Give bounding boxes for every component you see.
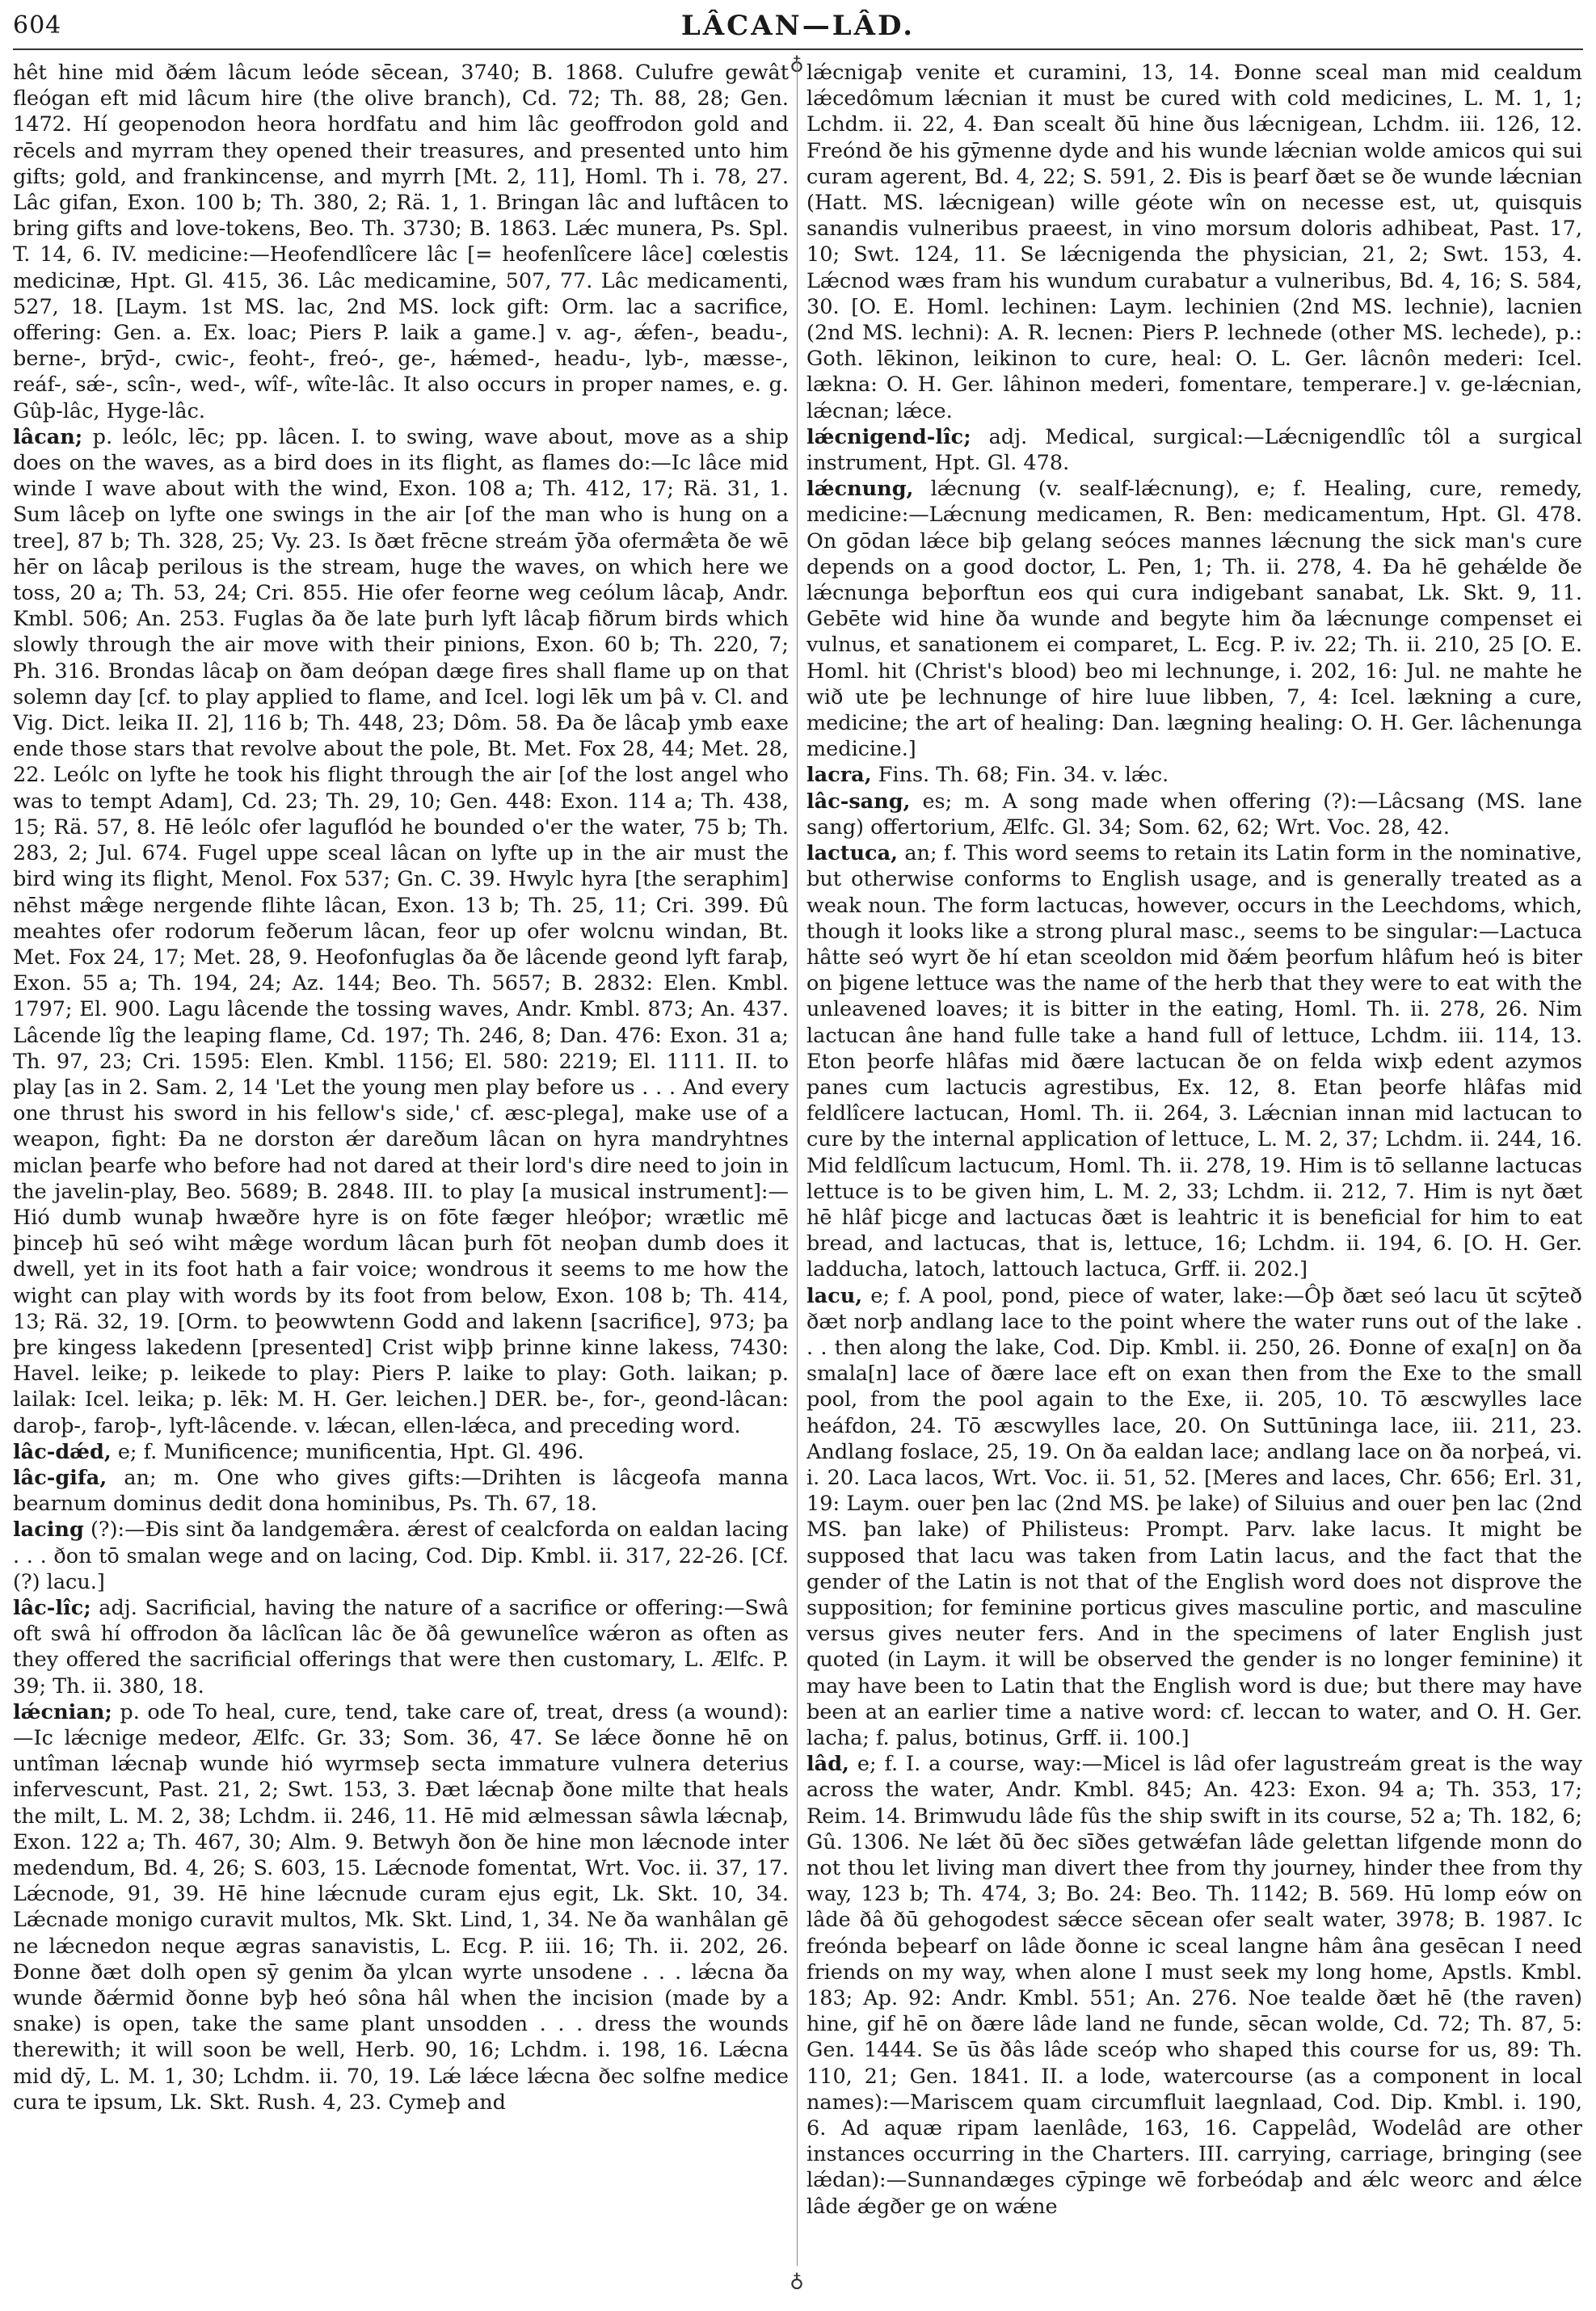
right-column — [806, 60, 1582, 2274]
page-number: 604 — [13, 11, 62, 40]
headword: lǽcnigend-lîc; — [806, 424, 971, 449]
entry — [806, 840, 1582, 1282]
column-marker-bottom: ♁ — [790, 2269, 804, 2292]
entry-text: e; f. I. a course, way:—Micel is lâd ofer lagustreám great is the way across the water, Andr. Kmbl. 845; An. 423: Exon. 94 a; Th. 353, 17; Reim. 14. Brimwudu lâde fûs the ship swift in its course, 52 a; Th. 182, 6; Gû. 1306. Ne lǽt ðū ðec sīðes getwǽfan lâde gelettan lifgende monn do not thou let living man divert thee from thy journey, hinder thee from thy way, 123 b; Th. 474, 3; Bo. 24: Beo. Th. 1142; B. 569. Hū lomp eów on lâde ðâ ðū gehogodest sǽcce sēcean ofer sealt water, 3978; B. 1987. Ic freónda beþearf on lâde ðonne ic sceal langne hâm âna gesēcan I need friends on my way, when alone I must seek my long home, Apstls. Kmbl. 183; Ap. 92: Andr. Kmbl. 551; An. 276. Noe tealde ðæt hē (the raven) hine, gif hē on ðære lâde land ne funde, sēcan wolde, Cd. 72; Th. 87, 5: Gen. 1444. Se ūs ðâs lâde sceóp who shaped this course for us, 89: Th. 110, 21; Gen. 1841. II. a lode, watercourse (as a component in local names):—Mariscem quam circumfluit laegnlaad, Cod. Dip. Kmbl. i. 190, 6. Ad aquæ ripam laenlâde, 163, 16. Cappelâd, Wodelâd are other instances occurring in the Charters. III. carrying, carriage, bringing (see lǽdan):—Sunnandæges cȳpinge wē forbeódaþ and ǽlc weorc and ǽlce lâde ǽgðer ge on wǽne — [806, 1752, 1582, 2219]
entry — [13, 1699, 789, 2115]
headword: lacu, — [806, 1283, 863, 1308]
entry-text: adj. Medical, surgical:—Lǽcnigendlîc tôl a surgical instrument, Hpt. Gl. 478. — [806, 424, 1582, 476]
entry — [806, 60, 1582, 424]
headword: lâc-sang, — [806, 789, 911, 814]
entry-text: p. ode To heal, cure, tend, take care of, treat, dress (a wound):—Ic lǽcnige medeor, Ælfc. Gr. 33; Som. 36, 47. Se lǽce ðonne hē on untîman lǽcnaþ wunde hió wyrmseþ secta immature vulnera deterius infervescunt, Past. 21, 2; Swt. 153, 3. Ðæt lǽcnaþ ðone milte that heals the milt, L. M. 2, 38; Lchdm. ii. 246, 11. Hē mid ælmessan sâwla lǽcnaþ, Exon. 122 a; Th. 467, 30; Alm. 9. Betwyh ðon ðe hine mon lǽcnode inter medendum, Bd. 4, 26; S. 603, 15. Lǽcnode fomentat, Wrt. Voc. ii. 37, 17. Lǽcnode, 91, 39. Hē hine lǽcnude curam ejus egit, Lk. Skt. 10, 34. Lǽcnade monigo curavit multos, Mk. Skt. Lind, 1, 34. Ne ða wanhâlan gē ne lǽcnedon neque ægras sanavistis, L. Ecg. P. iii. 16; Th. ii. 202, 26. Ðonne ðæt dolh open sȳ genim ða ylcan wyrte unsodene . . . lǽcna ða wunde ðǽrmid ðonne byþ heó sôna hâl when the incision (made by a snake) is open, take the same plant unsodden . . . dress the wounds therewith; it will soon be well, Herb. 90, 16; Lchdm. i. 198, 16. Lǽcna mid dȳ, L. M. 1, 30; Lchdm. ii. 70, 19. Lǽ lǽce lǽcna ðec solfne medice cura te ipsum, Lk. Skt. Rush. 4, 23. Cymeþ and — [13, 1699, 789, 2115]
headword: lâc-lîc; — [13, 1595, 91, 1620]
entry — [806, 1283, 1582, 1752]
entry — [13, 1465, 789, 1517]
entry-text: p. leólc, lēc; pp. lâcen. I. to swing, wave about, move as a ship does on the waves, as a bird does in its flight, as flames do:—Ic lâce mid winde I wave about with the wind, Exon. 108 a; Th. 412, 17; Rä. 31, 1. Sum lâceþ on lyfte one swings in the air [of the man who is hung on a tree], 87 b; Th. 328, 25; Vy. 23. Is ðæt frēcne streám ȳða ofermæ̂ta ðe wē hēr on lâcaþ perilous is the stream, huge the waves, on which here we toss, 20 a; Th. 53, 24; Cri. 855. Hie ofer feorne weg ceólum lâcaþ, Andr. Kmbl. 506; An. 253. Fuglas ða ðe late þurh lyft lâcaþ fiðrum birds which slowly through the air move with their pinions, Exon. 60 b; Th. 220, 7; Ph. 316. Brondas lâcaþ on ðam deópan dæge fires shall flame up on that solemn day [cf. to play applied to flame, and Icel. logi lēk um þâ v. Cl. and Vig. Dict. leika II. 2], 116 b; Th. 448, 23; Dôm. 58. Ða ðe lâcaþ ymb eaxe ende those stars that revolve about the pole, Bt. Met. Fox 28, 44; Met. 28, 22. Leólc on lyfte he took his flight through the air [of the lost angel who was to tempt Adam], Cd. 23; Th. 29, 10; Gen. 448: Exon. 114 a; Th. 438, 15; Rä. 57, 8. Hē leólc ofer laguflód he bounded o'er the water, 75 b; Th. 283, 2; Jul. 674. Fugel uppe sceal lâcan on lyfte up in the air must the bird wing its flight, Menol. Fox 537; Gn. C. 39. Hwylc hyra [the seraphim] nēhst mæ̂ge nergende flihte lâcan, Exon. 13 b; Th. 25, 11; Cri. 399. Ðû meahtes ofer rodorum feðerum lâcan, feor up ofer wolcnu windan, Bt. Met. Fox 24, 17; Met. 28, 9. Heofonfuglas ða ðe lâcende geond lyft faraþ, Exon. 55 a; Th. 194, 24; Az. 144; Beo. Th. 5657; B. 2832: Elen. Kmbl. 1797; El. 900. Lagu lâcende the tossing waves, Andr. Kmbl. 873; An. 437. Lâcende lîg the leaping flame, Cd. 197; Th. 246, 8; Dan. 476: Exon. 31 a; Th. 97, 23; Cri. 1595: Elen. Kmbl. 1156; El. 580: 2219; El. 1111. II. to play [as in 2. Sam. 2, 14 'Let the young men play before us . . . And every one thrust his sword in his fellow's side,' cf. æsc-plega], make use of a weapon, fight: Ða ne dorston ǽr dareðum lâcan on hyra mandryhtnes miclan þearfe who before had not dared at their lord's dire need to join in the javelin-play, Beo. 5689; B. 2848. III. to play [a musical instrument]:—Hió dumb wunaþ hwæðre hyre is on fōte fæger hleóþor; wrætlic mē þinceþ hū seó wiht mæ̂ge wordum lâcan þurh fōt neoþan dumb does it dwell, yet in its foot hath a fair voice; wondrous it seems to me how the wight can play with words by its foot from below, Exon. 108 b; Th. 414, 13; Rä. 32, 19. [Orm. to þeowwtenn Godd and lakenn [sacrifice], 973; þa þre kingess lakedenn [presented] Crist wiþþ þrinne kinne lakess, 7430: Havel. leike; p. leikede to play: Piers P. laike to play: Goth. laikan; p. lailak: Icel. leika; p. lēk: M. H. Ger. leichen.] DER. be-, for-, geond-lâcan: daroþ-, faroþ-, lyft-lâcende. v. lǽcan, ellen-lǽca, and preceding word. — [13, 424, 789, 1438]
headword: lacra, — [806, 763, 872, 788]
entry-text: lǽcnigaþ venite et curamini, 13, 14. Ðonne sceal man mid cealdum lǽcedômum lǽcnian it must be cured with cold medicines, L. M. 1, 1; Lchdm. ii. 22, 4. Ðan scealt ðū hine ðus lǽcnigean, Lchdm. iii. 126, 12. Freónd ðe his gȳmenne dyde and his wunde lǽcnian wolde amicos qui sui curam agerent, Bd. 4, 22; S. 591, 2. Ðis is þearf ðæt se ðe wunde lǽcnian (Hatt. MS. lǽcnigean) wille géote wîn on necesse est, ut, quisquis sanandis vulneribus praeest, in vino morsum doloris adhibeat, Past. 17, 10; Swt. 124, 11. Se lǽcnigenda the physician, 21, 2; Swt. 153, 4. Lǽcnod wæs fram his wundum curabatur a vulneribus, Bd. 4, 16; S. 584, 30. [O. E. Homl. lechinen: Laym. lechinien (2nd MS. lechnie), lacnien (2nd MS. lechni): A. R. lecnen: Piers P. lechnede (other MS. lechede), p.: Goth. lēkinon, leikinon to cure, heal: O. L. Ger. lâcnôn mederi: Icel. lækna: O. H. Ger. lâhinon mederi, fomentare, temperare.] v. ge-lǽcnian, lǽcnan; lǽce. — [806, 61, 1582, 423]
entry — [806, 762, 1582, 788]
headword: lâcan; — [13, 424, 83, 449]
column-divider — [797, 60, 798, 2266]
headword: lâc-dǽd, — [13, 1439, 112, 1464]
entry-text: e; f. Munificence; munificentia, Hpt. Gl. 496. — [117, 1439, 584, 1464]
entry-text: Fins. Th. 68; Fin. 34. v. lǽc. — [878, 763, 1169, 788]
left-column — [13, 60, 789, 2274]
entry — [13, 424, 789, 1439]
header-rule — [13, 48, 1583, 50]
entry-text: adj. Sacrificial, having the nature of a sacrifice or offering:—Swâ oft swâ hí offrodon ða lâclîcan lâc ðe ðâ gewunelîce wǽron as often as they offered the sacrificial offerings that were then customary, L. Ælfc. P. 39; Th. ii. 380, 18. — [13, 1595, 789, 1699]
entry-text: hêt hine mid ðǽm lâcum leóde sēcean, 3740; B. 1868. Culufre gewât fleógan eft mid lâcum hire (the olive branch), Cd. 72; Th. 88, 28; Gen. 1472. Hí geopenodon heora hordfatu and him lâc geoffrodon gold and rēcels and myrram they opened their treasures, and presented unto him gifts; gold, and frankincense, and myrrh [Mt. 2, 11], Homl. Th i. 78, 27. Lâc gifan, Exon. 100 b; Th. 380, 2; Rä. 1, 1. Bringan lâc and luftâcen to bring gifts and love-tokens, Beo. Th. 3730; B. 1863. Lǽc munera, Ps. Spl. T. 14, 6. IV. medicine:—Heofendlîcere lâc [= heofenlîcere lâce] cœlestis medicinæ, Hpt. Gl. 415, 36. Lâc medicamine, 507, 77. Lâc medicamenti, 527, 18. [Laym. 1st MS. lac, 2nd MS. lock gift: Orm. lac a sacrifice, offering: Gen. a. Ex. loac; Piers P. laik a game.] v. ag-, ǽfen-, beadu-, berne-, brȳd-, cwic-, feoht-, freó-, ge-, hǽmed-, headu-, lyb-, mæsse-, reáf-, sǽ-, scîn-, wed-, wîf-, wîte-lâc. It also occurs in proper names, e. g. Gûþ-lâc, Hyge-lâc. — [13, 61, 789, 423]
entry — [806, 476, 1582, 762]
headword: lâd, — [806, 1752, 849, 1777]
entry — [13, 1439, 789, 1465]
entry — [806, 789, 1582, 840]
entry — [806, 1751, 1582, 2220]
headword: lâc-gifa, — [13, 1465, 107, 1490]
entry-text: (?):—Ðis sint ða landgemæ̂ra. ǽrest of cealcforda on ealdan lacing . . . ðon tō smalan wege and on lacing, Cod. Dip. Kmbl. ii. 317, 22-26. [Cf. (?) lacu.] — [13, 1518, 789, 1594]
running-head: LÂCAN—LÂD. — [680, 10, 916, 42]
entry-text: lǽcnung (v. sealf-lǽcnung), e; f. Healing, cure, remedy, medicine:—Lǽcnung medicamen, R. Ben: medicamentum, Hpt. Gl. 478. On gōdan lǽce biþ gelang seóces mannes lǽcnung the sick man's cure depends on a good doctor, L. Pen, 1; Th. ii. 278, 4. Ða hē gehǽlde ðe lǽcnunga beþorftun eos qui cura indigebant sanabat, Lk. Skt. 9, 11. Gebēte wid hine ða wunde and begyte him ða lǽcnunge compenset ei vulnus, et sanationem ei comparet, L. Ecg. P. iv. 22; Th. ii. 210, 25 [O. E. Homl. hit (Christ's blood) beo mi lechnunge, i. 202, 16: Jul. ne mahte he wið ute þe lechnunge of hire luue libben, 7, 4: Icel. lækning a cure, medicine; the art of healing: Dan. lægning healing: O. H. Ger. lâchenunga medicine.] — [806, 477, 1582, 762]
headword: lǽcnung, — [806, 477, 914, 502]
entry-text: an; m. One who gives gifts:—Drihten is lâcgeofa manna bearnum dominus dedit dona hominibus, Ps. Th. 67, 18. — [13, 1465, 789, 1517]
entry — [806, 424, 1582, 476]
entry — [13, 60, 789, 424]
headword: lǽcnian; — [13, 1699, 112, 1724]
headword: lacing — [13, 1518, 84, 1543]
entry — [13, 1517, 789, 1595]
entry-text: e; f. A pool, pond, piece of water, lake:—Ôþ ðæt seó lacu ūt scȳteð ðæt norþ andlang lace to the point where the water runs out of the lake . . . then along the lake, Cod. Dip. Kmbl. ii. 250, 26. Ðonne of exa[n] on ða smala[n] lace of ðære lace eft on exan then from the Exe to the small pool, from the pool again to the Exe, ii. 205, 10. Tō æscwylles lace heáfdon, 24. Tō æscwylles lace, 20. On Suttūninga lace, iii. 211, 23. Andlang foslace, 25, 19. On ða ealdan lace; andlang lace on ða norþeá, vi. i. 20. Laca lacos, Wrt. Voc. ii. 51, 52. [Meres and laces, Chr. 656; Erl. 31, 19: Laym. ouer þen lac (2nd MS. þe lake) of Siluius and ouer þen lac (2nd MS. þan lake) of Philisteus: Prompt. Parv. lake lacus. It might be supposed that lacu was taken from Latin lacus, and the fact that the gender of the Latin is not that of the English word does not disprove the supposition; for feminine porticus gives masculine portic, and masculine versus gives neuter fers. And in the specimens of later English just quoted (in Laym. it will be observed the gender is no longer feminine) it may have been to Latin that the English word is due; but there may have been at an earlier time a native word: cf. leccan to water, and O. H. Ger. lacha; f. palus, botinus, Grff. ii. 100.] — [806, 1283, 1582, 1750]
entry — [13, 1595, 789, 1699]
entry-text: es; m. A song made when offering (?):—Lâcsang (MS. lane sang) offertorium, Ælfc. Gl. 34; Som. 62, 62; Wrt. Voc. 28, 42. — [806, 789, 1582, 840]
entry-text: an; f. This word seems to retain its Latin form in the nominative, but otherwise conforms to English usage, and is generally treated as a weak noun. The form lactucas, however, occurs in the Leechdoms, which, though it looks like a strong plural masc., seems to be singular:—Lactuca hâtte seó wyrt ðe hí etan sceoldon mid ðǽm þeorfum hlâfum heó is biter on þigene lettuce was the name of the herb that they were to eat with the unleavened loaves; it is bitter in the eating, Homl. Th. ii. 278, 26. Nim lactucan âne hand fulle take a hand full of lettuce, Lchdm. iii. 114, 13. Eton þeorfe hlâfas mid ðære lactucan ðe on felda wixþ edent azymos panes cum lactucis agrestibus, Ex. 12, 8. Etan þeorfe hlâfas mid feldlîcere lactucan, Homl. Th. ii. 264, 3. Lǽcnian innan mid lactucan to cure by the internal application of lettuce, L. M. 2, 37; Lchdm. ii. 244, 16. Mid feldlîcum lactucum, Homl. Th. ii. 278, 19. Him is tō sellanne lactucas lettuce is to be given him, L. M. 2, 33; Lchdm. ii. 212, 7. Him is nyt ðæt hē hlâf þicge and lactucas ðæt is leahtric it is beneficial for him to eat bread, and lactucas, that is, lettuce, 16; Lchdm. ii. 194, 6. [O. H. Ger. ladducha, latoch, lattouch lactuca, Grff. ii. 202.] — [806, 841, 1582, 1282]
headword: lactuca, — [806, 841, 898, 866]
column-marker-top: ♁ — [790, 52, 804, 74]
